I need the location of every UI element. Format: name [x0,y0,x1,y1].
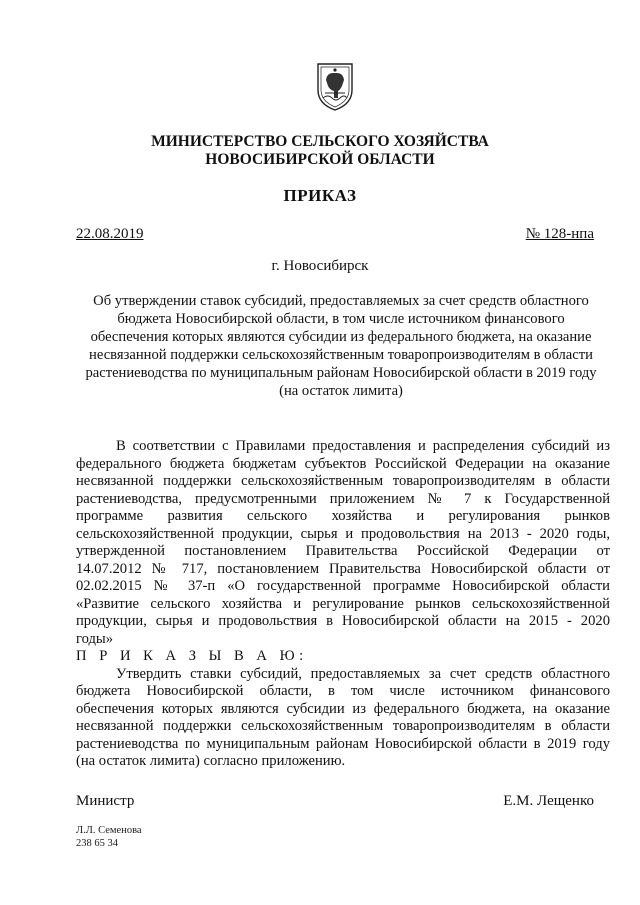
decision-line: Утвердить ставки субсидий, предоставляемых за счет средств областного [116,665,610,682]
preamble-line: годы» [76,630,114,647]
preamble-line: сельскохозяйственной продукции, сырья и продовольствия на 2013 - 2020 годы, [76,525,610,542]
signatory-position: Министр [76,793,135,809]
preamble-line: программе развития сельского хозяйства и регулирования рынков [76,508,610,524]
decision-line: растениеводства по муниципальным районам Новосибирской области в 2019 году [76,735,610,752]
subject-line: (на остаток лимита) [279,383,403,399]
preamble-line: продукции, сырья и продовольствия в Новосибирской области на 2015 - 2020 [76,613,610,629]
document-body [76,438,610,771]
subject-line: растениеводства по муниципальным районам Новосибирской области в 2019 году [85,365,597,381]
novosibirsk-coat-of-arms-icon [314,60,356,112]
signatory-name: Е.М. Лещенко [503,793,594,809]
decision-line: обеспечения которых являются субсидии из федерального бюджета, на оказание [76,700,610,717]
city: г. Новосибирск [271,258,369,274]
preamble-line: несвязанной поддержки сельскохозяйственным товаропроизводителям в области [76,473,610,489]
preamble-line: федерального бюджета бюджетам субъектов Российской Федерации на оказание [76,455,610,472]
document-number: № 128-нпа [525,226,594,242]
subject-line: Об утверждении ставок субсидий, предоставляемых за счет средств областного [93,293,589,309]
ministry-line-1: МИНИСТЕРСТВО СЕЛЬСКОГО ХОЗЯЙСТВА [151,133,489,150]
preamble-line: «Развитие сельского хозяйства и регулирование рынков сельскохозяйственной [76,595,610,612]
subject-line: обеспечения которых являются субсидии из федерального бюджета, на оказание [90,329,592,345]
ministry-title [0,133,640,169]
preamble-line: растениеводства, предусмотренными приложением № 7 к Государственной [76,490,610,507]
preamble-line: 14.07.2012 № 717, постановлением Правительства Новосибирской области от [76,560,610,577]
document-subject [76,292,606,400]
preamble-line: 02.02.2015 № 37-п «О государственной программе Новосибирской области [76,578,610,594]
preamble-line: В соответствии с Правилами предоставления и распределения субсидий из [116,438,610,454]
executor-name: Л.Л. Семенова [76,825,142,836]
subject-line: бюджета Новосибирской области, в том числе источником финансового [117,311,565,327]
decision-line: бюджета Новосибирской области, в том числе источником финансового [76,683,610,699]
document-type: ПРИКАЗ [283,186,357,205]
decision-line: несвязанной поддержки сельскохозяйственным товаропроизводителям в области [76,718,610,734]
order-word: П Р И К А З Ы В А Ю: [76,648,308,664]
ministry-line-2: НОВОСИБИРСКОЙ ОБЛАСТИ [205,151,435,168]
preamble-line: утвержденной постановлением Правительства Российской Федерации от [76,543,610,559]
subject-line: несвязанной поддержки сельскохозяйственным товаропроизводителям в области [89,347,593,363]
executor-phone: 238 65 34 [76,838,118,849]
decision-line: (на остаток лимита) согласно приложению. [76,753,346,769]
executor-block [76,824,142,850]
document-date: 22.08.2019 [76,226,144,242]
